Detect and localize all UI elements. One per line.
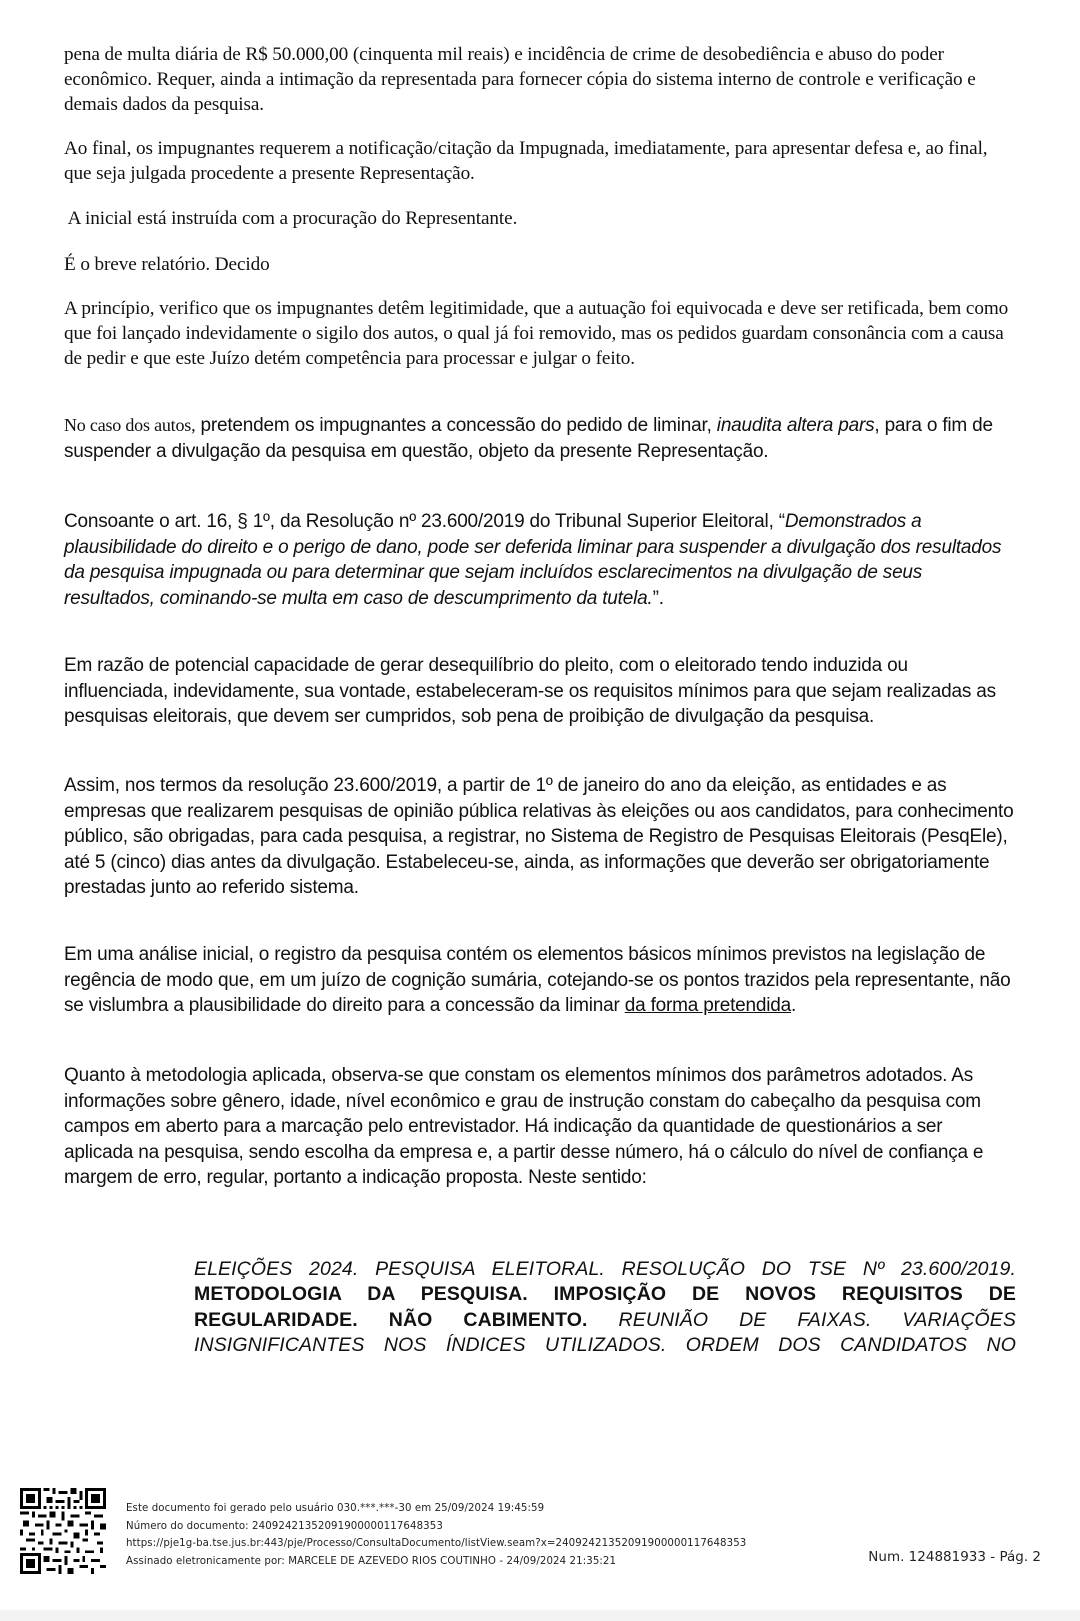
- footer-document-url[interactable]: https://pje1g-ba.tse.jus.br:443/pje/Processo/ConsultaDocumento/listView.seam?x=24092421352091900000117648353: [126, 1538, 747, 1549]
- resolution-quote: Demonstrados a plausibilidade do direito e o perigo de dano, pode ser deferida liminar para suspender a divulgação dos resultados da pesquisa impugnada ou para determinar que sejam incluídos esclarecimentos na divulgação de seus resultados, cominando-se multa em caso de descumprimento da tutela.: [64, 511, 1002, 609]
- paragraph-initial-instructed: A inicial está instruída com a procuração do Representante.: [64, 208, 518, 229]
- jurisprudence-citation: [194, 1257, 1016, 1359]
- paragraph-initial-analysis: [64, 942, 1016, 1019]
- paragraph-resolution-terms: Assim, nos termos da resolução 23.600/2019, a partir de 1º de janeiro do ano da eleição, as entidades e as empresas que realizarem pesquisas de opinião pública relativas às eleições ou aos candidatos, para conhecimento público, são obrigadas, para cada pesquisa, a registrar, no Sistema de Registro de Pesquisas Eleitorais (PesqEle), até 5 (cinco) dias antes da divulgação. Estabeleceu-se, ainda, as informações que deverão ser obrigatoriamente prestadas junto ao referido sistema.: [64, 775, 1014, 898]
- resolution-quote-end: ”.: [652, 587, 664, 609]
- case-records-text-end: , para o fim de suspender a divulgação da pesquisa em questão, objeto da presente Representação.: [64, 415, 993, 462]
- resolution-intro: Consoante o art. 16, § 1º, da Resolução nº 23.600/2019 do Tribunal Superior Eleitoral, “: [64, 511, 785, 532]
- paragraph-methodology: Quanto à metodologia aplicada, observa-se que constam os elementos mínimos dos parâmetros adotados. As informações sobre gênero, idade, nível econômico e grau de instrução constam do cabeçalho da pesquisa com campos em aberto para a marcação pelo entrevistador. Há indicação da quantidade de questionários a ser aplicada na pesquisa, sendo escolha da empresa e, a partir desse número, há o cálculo do nível de confiança e margem de erro, regular, portanto a indicação proposta. Neste sentido:: [64, 1065, 984, 1188]
- paragraph-brief-report: É o breve relatório. Decido: [64, 254, 270, 275]
- paragraph-case-records: [64, 413, 1016, 464]
- initial-analysis-text: Em uma análise inicial, o registro da pesquisa contém os elementos básicos mínimos previstos na legislação de regência de modo que, em um juízo de cognição sumária, cotejando-se os pontos trazidos pela representante, não se vislumbra a plausibilidade do direito para a concessão da liminar: [64, 944, 1011, 1016]
- footer-generated-by: Este documento foi gerado pelo usuário 030.***.***-30 em 25/09/2024 19:45:59: [126, 1503, 545, 1514]
- footer-document-number: Número do documento: 24092421352091900000117648353: [126, 1520, 443, 1532]
- citation-bold: METODOLOGIA DA PESQUISA. IMPOSIÇÃO DE NOVOS REQUISITOS DE REGULARIDADE. NÃO CABIMENTO.: [194, 1283, 1016, 1331]
- paragraph-resolution-quote: [64, 509, 1016, 611]
- paragraph-principle: A princípio, verifico que os impugnantes detêm legitimidade, que a autuação foi equivocada e deve ser retificada, bem como que foi lançado indevidamente o sigilo dos autos, o qual já foi removido, mas os pedidos guardam consonância com a causa de pedir e que este Juízo detém competência para processar e julgar o feito.: [64, 298, 1009, 369]
- paragraph-potential-imbalance: Em razão de potencial capacidade de gerar desequilíbrio do pleito, com o eleitorado tendo induzida ou influenciada, indevidamente, sua vontade, estabeleceram-se os requisitos mínimos para que sejam realizadas as pesquisas eleitorais, que devem ser cumpridos, sob pena de proibição de divulgação da pesquisa.: [64, 655, 996, 727]
- underlined-phrase: da forma pretendida: [624, 995, 792, 1016]
- citation-italic-body: REUNIÃO DE FAIXAS. VARIAÇÕES INSIGNIFICANTES NOS ÍNDICES UTILIZADOS. ORDEM DOS CANDIDATOS NO: [194, 1308, 1016, 1356]
- case-records-text: pretendem os impugnantes a concessão do pedido de liminar,: [195, 415, 717, 436]
- footer-metadata: [126, 1500, 746, 1570]
- page-number: Num. 124881933 - Pág. 2: [868, 1549, 1041, 1565]
- qr-code-icon: [20, 1488, 106, 1574]
- footer-signed-by: Assinado eletronicamente por: MARCELE DE AZEVEDO RIOS COUTINHO - 24/09/2024 21:35:21: [126, 1555, 617, 1567]
- paragraph-request-penalty: pena de multa diária de R$ 50.000,00 (cinquenta mil reais) e incidência de crime de desobediência e abuso do poder econômico. Requer, ainda a intimação da representada para fornecer cópia do sistema interno de controle e verificação e demais dados da pesquisa.: [64, 44, 976, 115]
- paragraph-final-request: Ao final, os impugnantes requerem a notificação/citação da Impugnada, imediatamente, para apresentar defesa e, ao final, que seja julgada procedente a presente Representação.: [64, 138, 988, 184]
- initial-analysis-end: .: [791, 995, 797, 1016]
- latin-term: inaudita altera pars: [716, 415, 875, 436]
- document-footer: [0, 1480, 1080, 1590]
- viewer-bottom-bar: [0, 1610, 1080, 1621]
- case-records-lead: No caso dos autos,: [64, 415, 196, 435]
- citation-italic-header: ELEIÇÕES 2024. PESQUISA ELEITORAL. RESOLUÇÃO DO TSE Nº 23.600/2019.: [194, 1257, 1016, 1280]
